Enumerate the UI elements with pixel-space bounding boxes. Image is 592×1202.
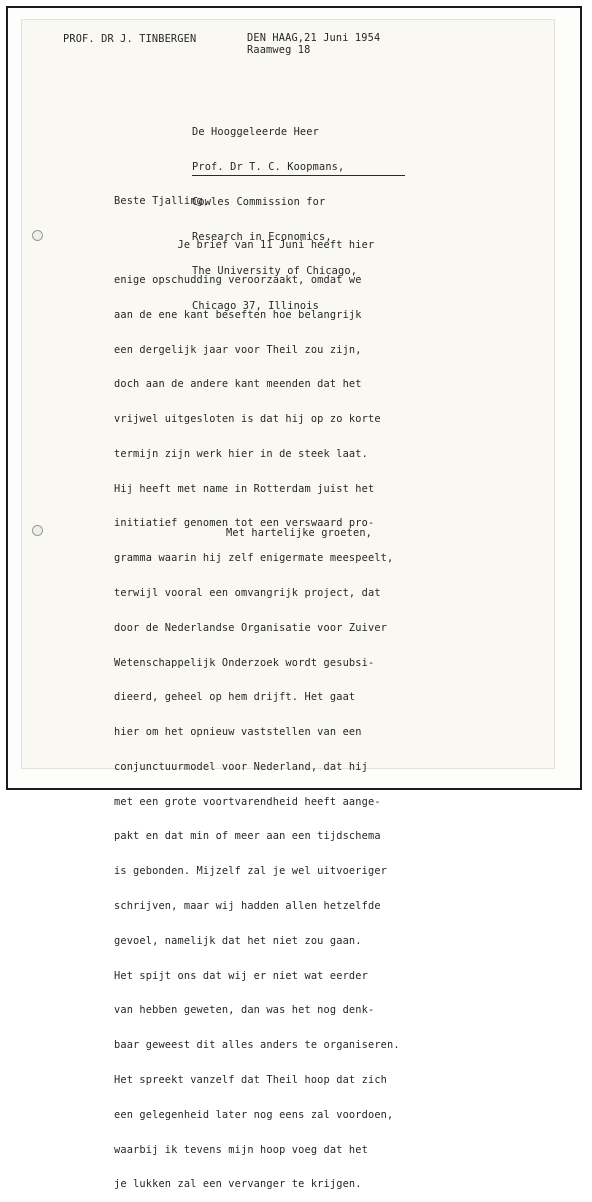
recipient-line: The University of Chicago, — [192, 265, 358, 278]
body-line: enige opschudding veroorzaakt, omdat we — [114, 273, 362, 286]
body-line: Het spijt ons dat wij er niet wat eerder — [114, 969, 368, 982]
body-line: vrijwel uitgesloten is dat hij op zo korte — [114, 413, 381, 426]
recipient-line: De Hooggeleerde Heer — [192, 126, 319, 139]
punch-hole — [32, 230, 43, 241]
recipient-line: Prof. Dr T. C. Koopmans, — [192, 160, 345, 173]
letter-body — [114, 217, 400, 1202]
body-line: pakt en dat min of meer aan een tijdschema — [114, 830, 381, 843]
body-line: gramma waarin hij zelf enigermate meespeelt, — [114, 552, 394, 565]
salutation: Beste Tjalling, — [114, 195, 210, 207]
recipient-line: Chicago 37, Illinois — [192, 300, 319, 313]
body-line: Het spreekt vanzelf dat Theil hoop dat zich — [114, 1073, 388, 1086]
body-line: met een grote voortvarendheid heeft aange- — [114, 795, 381, 808]
body-line: schrijven, maar wij hadden allen hetzelfde — [114, 900, 381, 913]
body-line: baar geweest dit alles anders te organiseren. — [114, 1039, 400, 1052]
body-line: Hij heeft met name in Rotterdam juist het — [114, 482, 375, 495]
body-line: is gebonden. Mijzelf zal je wel uitvoeriger — [114, 865, 388, 878]
body-line: een gelegenheid later nog eens zal voordoen, — [114, 1108, 394, 1121]
address-underline — [192, 175, 405, 176]
body-line: Wetenschappelijk Onderzoek wordt gesubsi- — [114, 656, 375, 669]
body-line: doch aan de andere kant meenden dat het — [114, 378, 362, 391]
body-line: Je brief van 11 Juni heeft hier — [114, 239, 375, 252]
body-line: terwijl vooral een omvangrijk project, dat — [114, 587, 381, 599]
body-line: conjunctuurmodel voor Nederland, dat hij — [114, 760, 368, 773]
body-line: waarbij ik tevens mijn hoop voeg dat het — [114, 1143, 368, 1156]
recipient-line: Research in Economics, — [192, 230, 332, 243]
place-and-date: DEN HAAG,21 Juni 1954 — [247, 32, 381, 44]
body-line: hier om het opnieuw vaststellen van een — [114, 726, 362, 739]
body-line: aan de ene kant beseften hoe belangrijk — [114, 308, 362, 321]
body-line: je lukken zal een vervanger te krijgen. — [114, 1178, 362, 1191]
punch-hole — [32, 525, 43, 536]
body-line: van hebben geweten, dan was het nog denk- — [114, 1004, 375, 1017]
sender-address: Raamweg 18 — [247, 44, 311, 56]
recipient-line: Cowles Commission for — [192, 195, 326, 208]
sender-name: PROF. DR J. TINBERGEN — [63, 33, 197, 45]
body-line: initiatief genomen tot een verswaard pro- — [114, 517, 375, 530]
body-line: gevoel, namelijk dat het niet zou gaan. — [114, 934, 362, 947]
body-line: dieerd, geheel op hem drijft. Het gaat — [114, 691, 356, 704]
body-line: een dergelijk jaar voor Theil zou zijn, — [114, 343, 362, 356]
body-line: door de Nederlandse Organisatie voor Zuiver — [114, 621, 388, 634]
body-line: termijn zijn werk hier in de steek laat. — [114, 447, 368, 460]
closing: Met hartelijke groeten, — [226, 527, 373, 539]
